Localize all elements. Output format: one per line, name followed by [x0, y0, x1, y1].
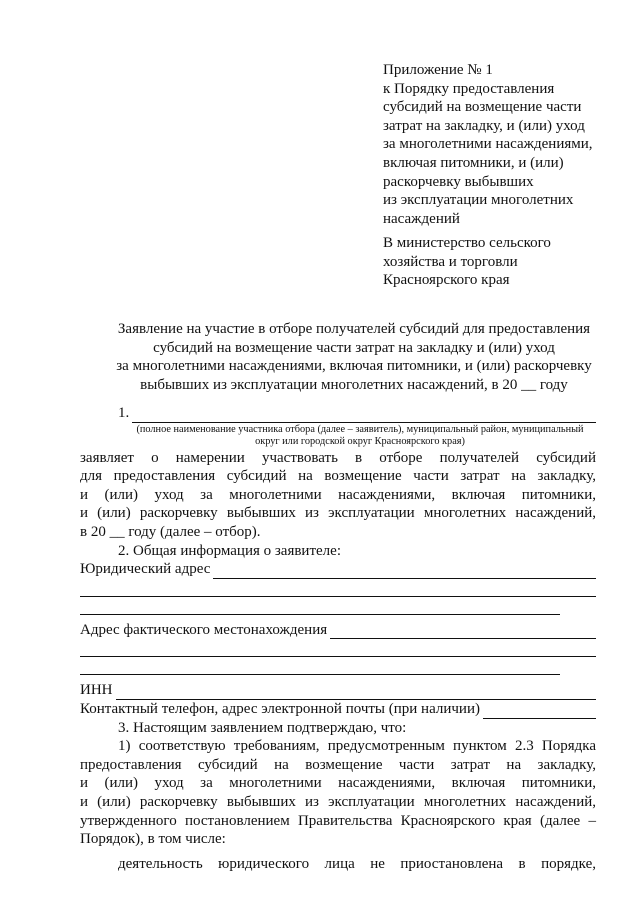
title-line: выбывших из эксплуатации многолетних насаждений, в 20 __ году [140, 376, 568, 393]
actual-address-field-line-2[interactable] [80, 639, 596, 657]
actual-address-field-line-3[interactable] [80, 657, 560, 675]
applicant-name-row [80, 404, 596, 423]
section1-number: 1. [118, 405, 130, 421]
contact-row [80, 700, 596, 719]
appendix-line: Приложение № 1 [383, 62, 493, 78]
appendix-line: за многолетними насаждениями, [383, 136, 593, 153]
appendix-line: затрат на закладку, и (или) уход [383, 117, 585, 134]
section3-line: 1) соответствую требованиям, предусмотренным пунктом 2.3 Порядка [118, 738, 596, 755]
recipient-line: Красноярского края [383, 272, 510, 289]
appendix-line: включая питомники, и (или) [383, 154, 564, 171]
legal-address-label: Юридический адрес [80, 561, 211, 578]
title-line: Заявление на участие в отборе получателей субсидий для предоставления [117, 321, 591, 337]
appendix-line: к Порядку предоставления [383, 80, 555, 97]
appendix-line: субсидий на возмещение части [383, 99, 582, 116]
document-title [80, 320, 628, 394]
title-line: за многолетними насаждениями, включая питомники, и (или) раскорчевку [116, 358, 592, 375]
legal-address-field-line-2[interactable] [80, 579, 596, 597]
applicant-name-field[interactable] [132, 408, 596, 423]
document-body [80, 404, 596, 873]
section1-line: заявляет о намерении участвовать в отборе получателей субсидий [80, 449, 596, 466]
recipient-block [383, 234, 623, 290]
section3-heading: 3. Настоящим заявлением подтверждаю, что: [118, 719, 407, 736]
section3-line: и (или) уход за многолетними насаждениями, включая питомники, [80, 775, 596, 792]
section2-heading: 2. Общая информация о заявителе: [118, 542, 341, 559]
section1-line: и (или) раскорчевку выбывших из эксплуатации многолетних насаждений, [80, 505, 596, 522]
inn-label: ИНН [80, 682, 113, 699]
inn-field[interactable] [116, 685, 597, 700]
section3-line: предоставления субсидий на возмещение части затрат на закладку, [80, 756, 596, 773]
applicant-name-caption [80, 423, 596, 449]
legal-address-field[interactable] [213, 564, 596, 579]
section1-line: и (или) уход за многолетними насаждениями, включая питомники, [80, 486, 596, 503]
section1-line: для предоставления субсидий на возмещение части затрат на закладку, [80, 468, 596, 485]
actual-address-field[interactable] [330, 624, 596, 639]
section3-line: и (или) раскорчевку выбывших из эксплуатации многолетних насаждений, [80, 793, 596, 810]
section3-item1 [80, 737, 596, 849]
actual-address-label: Адрес фактического местонахождения [80, 621, 328, 638]
legal-address-field-line-3[interactable] [80, 597, 560, 615]
appendix-header [383, 61, 623, 228]
title-line: субсидий на возмещение части затрат на закладку и (или) уход [153, 339, 555, 356]
contact-field[interactable] [483, 704, 596, 719]
section3-line: утвержденного постановлением Правительства Красноярского края (далее – [80, 812, 596, 829]
appendix-line: раскорчевку выбывших [383, 173, 534, 190]
contact-label: Контактный телефон, адрес электронной почты (при наличии) [80, 700, 480, 717]
recipient-line: хозяйства и торговли [383, 253, 518, 270]
recipient-line: В министерство сельского [383, 235, 551, 251]
section1-text [80, 449, 596, 542]
inn-row [80, 681, 596, 700]
legal-address-row [80, 560, 596, 579]
actual-address-row [80, 621, 596, 640]
appendix-line: из эксплуатации многолетних [383, 192, 574, 209]
section1-line: в 20 __ году (далее – отбор). [80, 523, 261, 540]
caption-line: (полное наименование участника отбора (далее – заявитель), муниципальный район, муниципальный [136, 423, 584, 435]
section3-line: Порядок), в том числе: [80, 831, 226, 848]
section3-item2-line: деятельность юридического лица не приостановлена в порядке, [118, 855, 596, 872]
appendix-line: насаждений [383, 210, 460, 227]
caption-line: округ или городской округ Красноярского края) [255, 436, 465, 448]
